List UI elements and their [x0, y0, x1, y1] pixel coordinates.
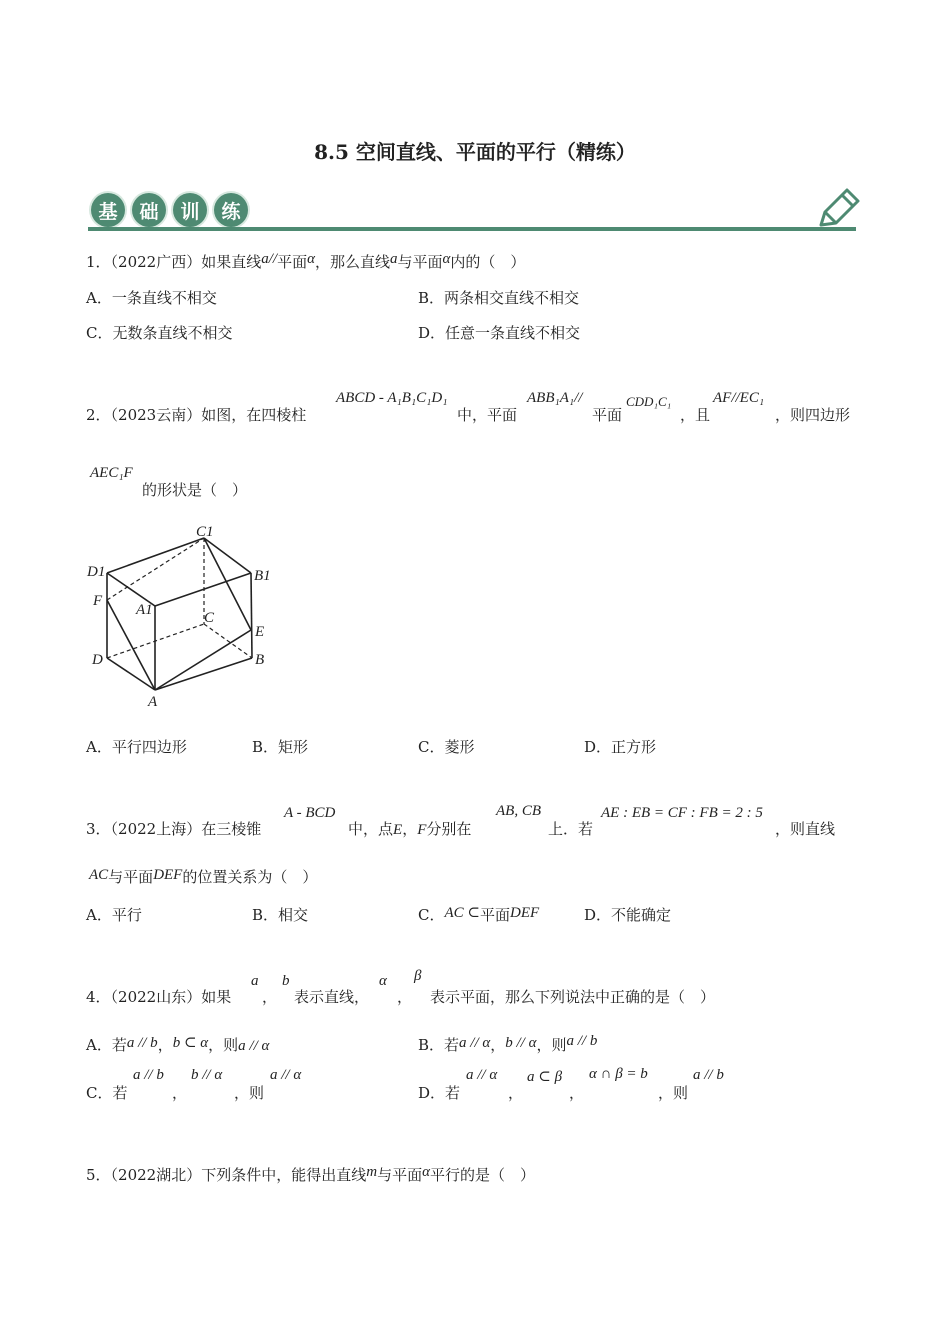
q1-math: α [442, 251, 451, 267]
q4-math: a // α [459, 1035, 491, 1051]
q3-math: AC [89, 867, 109, 883]
q3-source: （2022上海） [110, 820, 202, 838]
q4-option-c-label[interactable]: C．若 [86, 1084, 128, 1102]
q4-math: a // b [566, 1033, 598, 1049]
q4-text: ， [490, 1036, 506, 1054]
q3-math: AC ⊂ [444, 905, 480, 921]
q3-option-b[interactable]: B．相交 [252, 906, 309, 924]
q3-math: E [393, 822, 403, 838]
q3-option-d[interactable]: D．不能确定 [584, 906, 672, 924]
q4-d-math3: α ∩ β = b [589, 1066, 648, 1082]
pencil-icon [815, 185, 863, 231]
q2-option-c[interactable]: C．菱形 [418, 738, 475, 756]
q3-math: DEF [510, 905, 540, 921]
q2-math-quad: AEC₁F [90, 465, 133, 481]
q4-option-label: B．若 [418, 1036, 460, 1054]
question-5 [86, 1164, 535, 1185]
q4-text: ， [172, 1084, 188, 1102]
q3-text: 中，点 [348, 820, 394, 838]
q1-option-c[interactable]: C．无数条直线不相交 [86, 324, 233, 342]
question-4 [86, 986, 231, 1007]
q4-text: ， [157, 1036, 173, 1054]
q5-source: （2022湖北） [110, 1166, 202, 1184]
q4-math-a: a [251, 973, 259, 989]
q4-text: ， [569, 1084, 585, 1102]
q4-source: （2022山东） [110, 988, 202, 1006]
q1-option-d[interactable]: D．任意一条直线不相交 [418, 324, 581, 342]
label-f: F [93, 593, 103, 609]
q1-option-a[interactable]: A．一条直线不相交 [86, 289, 217, 307]
q5-text: 平行的是（ ） [429, 1166, 535, 1184]
q3-text: 与平面 [108, 868, 154, 886]
q3-text: 的位置关系为（ ） [182, 868, 318, 886]
section-char-4: 练 [214, 193, 248, 227]
q4-text: ， [262, 988, 278, 1006]
q1-option-b[interactable]: B．两条相交直线不相交 [418, 289, 580, 307]
q2-math-plane1: ABB₁A₁// [527, 390, 583, 406]
section-char-2: 础 [132, 193, 166, 227]
q2-math-plane2: CDD₁C₁ [626, 394, 672, 409]
q4-math: a // b [126, 1035, 158, 1051]
q4-text: 表示平面，那么下列说法中正确的是（ ） [430, 988, 716, 1006]
q3-text: 分别在 [426, 820, 472, 838]
label-b1: B1 [254, 568, 271, 584]
q4-text: ，则 [208, 1036, 239, 1054]
q4-text: 表示直线， [294, 988, 370, 1006]
q3-text: 平面 [479, 906, 510, 924]
q4-math: b // α [505, 1035, 537, 1051]
label-a: A [148, 694, 158, 710]
question-1 [86, 251, 525, 272]
q1-math: a// [261, 251, 278, 267]
q1-text: ，那么直线 [314, 253, 390, 271]
question-3 [86, 818, 261, 839]
label-c: C [204, 610, 215, 626]
q2-option-b[interactable]: B．矩形 [252, 738, 309, 756]
page-title: 8.5 空间直线、平面的平行（精练） [314, 140, 636, 164]
q1-text: 与平面 [397, 253, 443, 271]
q1-math: α [307, 251, 315, 267]
q5-number: 5． [86, 1166, 111, 1184]
q5-text: 与平面 [377, 1166, 423, 1184]
q4-text: ，则 [234, 1084, 265, 1102]
q2-option-a[interactable]: A．平行四边形 [86, 738, 187, 756]
q4-math: b ⊂ α [172, 1035, 209, 1051]
q3-math-pyramid: A - BCD [284, 805, 336, 821]
q2-source: （2023云南） [110, 406, 202, 424]
q4-math-b: b [282, 973, 290, 989]
q4-text: ， [508, 1084, 524, 1102]
q5-math: m [366, 1164, 378, 1180]
label-d: D [92, 652, 103, 668]
section-divider [88, 227, 856, 231]
label-b: B [255, 652, 265, 668]
q4-math-beta: β [414, 968, 422, 984]
q2-text: 的形状是（ ） [142, 481, 248, 499]
q3-text: 上．若 [548, 820, 594, 838]
q3-line2 [89, 866, 317, 887]
q4-option-d-label[interactable]: D．若 [418, 1084, 461, 1102]
q1-number: 1． [86, 253, 111, 271]
question-2 [86, 404, 306, 425]
q2-option-d[interactable]: D．正方形 [584, 738, 657, 756]
q1-text: 内的（ ） [450, 253, 526, 271]
q3-math: F [417, 822, 427, 838]
q4-text: ，则 [536, 1036, 567, 1054]
q3-option-c-label: C． [418, 906, 445, 924]
q4-number: 4． [86, 988, 111, 1006]
q3-text: ，则直线 [775, 820, 836, 838]
q2-text: ，则四边形 [775, 406, 851, 424]
q3-math-ratio: AE : EB = CF : FB = 2 : 5 [601, 805, 763, 821]
q1-text: 平面 [277, 253, 308, 271]
q2-math-prism: ABCD - A₁B₁C₁D₁ [336, 390, 448, 406]
q4-option-label: A．若 [86, 1036, 127, 1054]
q2-text: 如图，在四棱柱 [201, 406, 307, 424]
q4-c-math3: a // α [270, 1067, 302, 1083]
q4-math-alpha: α [379, 973, 387, 989]
q4-d-math1: a // α [466, 1067, 498, 1083]
q2-math-parallel: AF//EC₁ [713, 390, 765, 406]
q4-d-math4: a // b [693, 1067, 724, 1083]
label-c1: C1 [196, 524, 214, 540]
q4-text: 如果 [201, 988, 232, 1006]
label-a1: A1 [136, 602, 153, 618]
q4-text: ，则 [658, 1084, 689, 1102]
q5-text: 下列条件中，能得出直线 [201, 1166, 367, 1184]
q4-math: a // α [238, 1038, 270, 1054]
q2-text: ，且 [680, 406, 711, 424]
section-char-1: 基 [91, 193, 125, 227]
q3-math-segments: AB, CB [496, 803, 541, 819]
section-char-3: 训 [173, 193, 207, 227]
q1-source: （2022广西） [110, 253, 202, 271]
q2-text: 中，平面 [457, 406, 518, 424]
q3-text [348, 818, 471, 839]
q3-text: 在三棱锥 [201, 820, 262, 838]
label-d1: D1 [87, 564, 106, 580]
q1-text: 如果直线 [201, 253, 262, 271]
q1-math: a [390, 251, 398, 267]
q4-text: ， [397, 988, 413, 1006]
q3-option-c[interactable] [418, 904, 539, 925]
q4-d-math2: a ⊂ β [527, 1069, 563, 1085]
q4-option-a[interactable] [86, 1034, 269, 1055]
q3-text: ， [402, 820, 418, 838]
q4-option-b[interactable] [418, 1034, 597, 1055]
q2-text: 平面 [592, 406, 623, 424]
q3-math: DEF [153, 867, 183, 883]
q4-c-math1: a // b [133, 1067, 164, 1083]
q3-option-a[interactable]: A．平行 [86, 906, 142, 924]
q2-number: 2． [86, 406, 111, 424]
q4-c-math2: b // α [191, 1067, 223, 1083]
q5-math: α [422, 1164, 430, 1180]
prism-figure [84, 518, 280, 714]
q3-number: 3． [86, 820, 111, 838]
label-e: E [255, 624, 265, 640]
